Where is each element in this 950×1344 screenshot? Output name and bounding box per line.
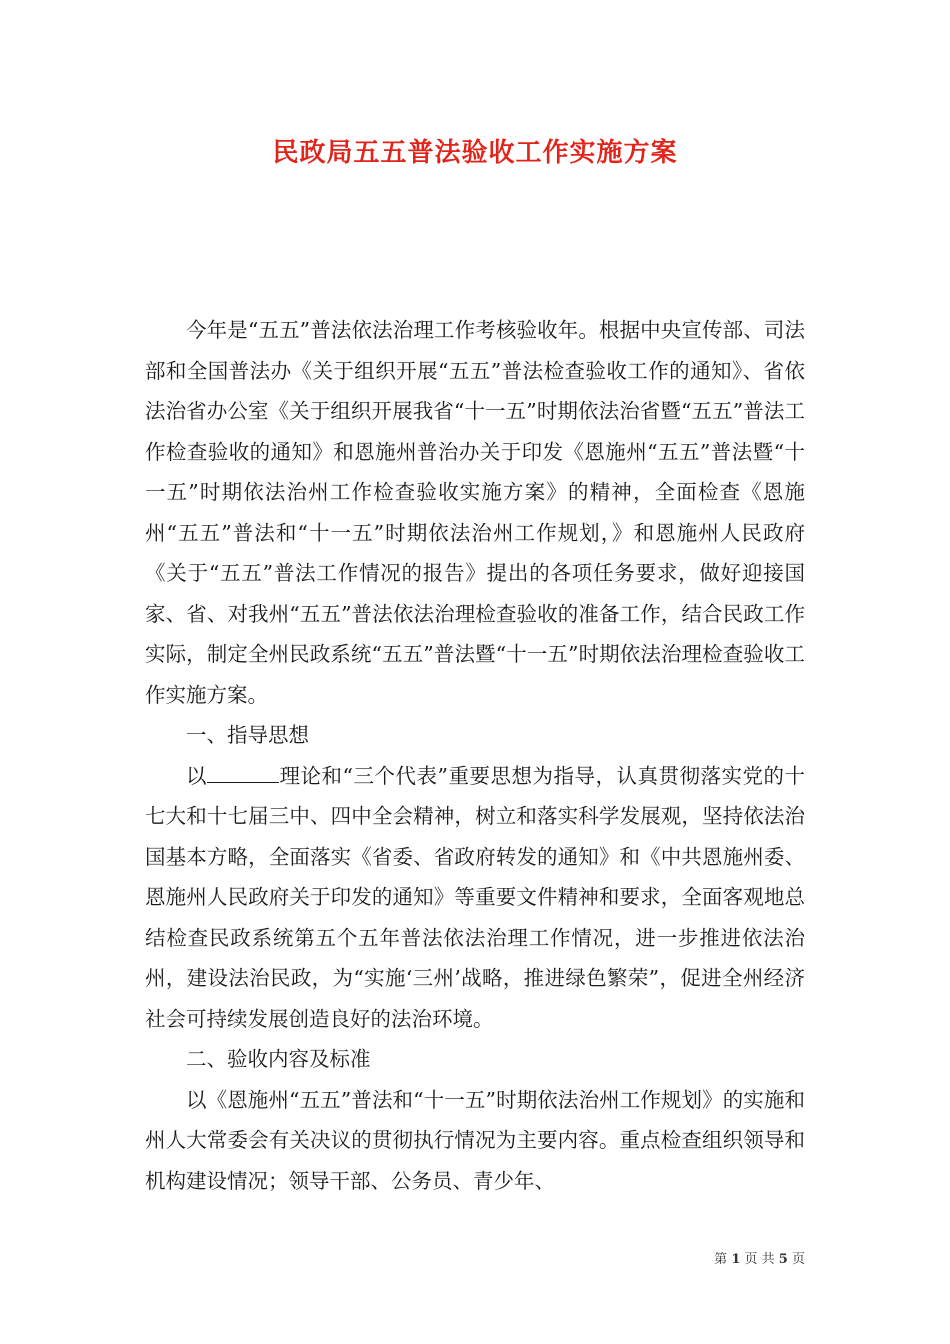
- footer-middle: 页 共: [744, 1252, 775, 1267]
- intro-paragraph: 今年是“五五”普法依法治理工作考核验收年。根据中央宣传部、司法部和全国普法办《关于组织开展“五五”普法检查验收工作的通知》、省依法治省办公室《关于组织开展我省“十一五”时期依法治省暨“五五”普法工作检查验收的通知》和恩施州普治办关于印发《恩施州“五五”普法暨“十一五”时期依法治州工作检查验收实施方案》的精神，全面检查《恩施州“五五”普法和“十一五”时期依法治州工作规划，》和恩施州人民政府《关于“五五”普法工作情况的报告》提出的各项任务要求，做好迎接国家、省、对我州“五五”普法依法治理检查验收的准备工作，结合民政工作实际，制定全州民政系统“五五”普法暨“十一五”时期依法治理检查验收工作实施方案。: [145, 318, 805, 707]
- guiding-paragraph: [145, 756, 805, 1040]
- guiding-prefix: 以: [186, 763, 208, 788]
- blank-underline: [207, 760, 279, 783]
- footer-current-page: 1: [731, 1252, 741, 1267]
- content-paragraph: 以《恩施州“五五”普法和“十一五”时期依法治州工作规划》的实施和州人大常委会有关决议的贯彻执行情况为主要内容。重点检查组织领导和机构建设情况；领导干部、公务员、青少年、: [145, 1087, 805, 1193]
- page-footer: [714, 1248, 805, 1267]
- footer-suffix: 页: [791, 1252, 805, 1267]
- section-heading-content: 二、验收内容及标准: [186, 1047, 371, 1071]
- document-body: [145, 310, 805, 1201]
- section-heading-guiding: 一、指导思想: [186, 723, 309, 747]
- footer-total-pages: 5: [778, 1252, 788, 1267]
- footer-prefix: 第: [714, 1252, 728, 1267]
- guiding-text: 理论和“三个代表”重要思想为指导，认真贯彻落实党的十七大和十七届三中、四中全会精神，树立和落实科学发展观，坚持依法治国基本方略，全面落实《省委、省政府转发的通知》和《中共恩施州委、恩施州人民政府关于印发的通知》等重要文件精神和要求，全面客观地总结检查民政系统第五个五年普法依法治理工作情况，进一步推进依法治州，建设法治民政，为“实施‘三州’战略，推进绿色繁荣”，促进全州经济社会可持续发展创造良好的法治环境。: [145, 763, 806, 1031]
- document-title: 民政局五五普法验收工作实施方案: [272, 138, 678, 168]
